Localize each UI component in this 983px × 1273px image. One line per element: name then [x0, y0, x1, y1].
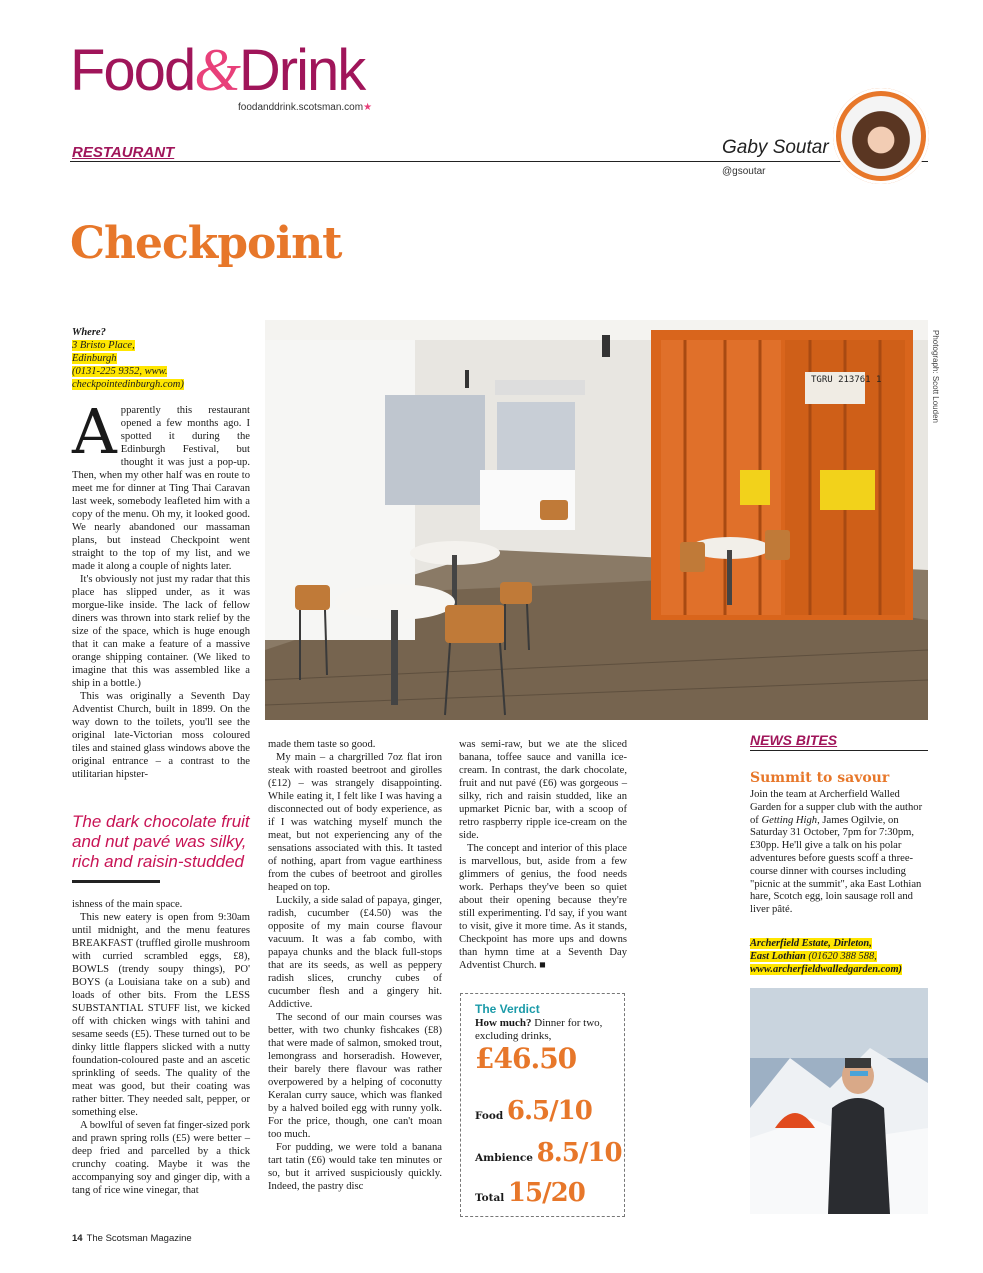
author-avatar [833, 88, 929, 184]
ambience-score: 8.5/10 [536, 1138, 622, 1168]
logo-food: Food [70, 38, 195, 103]
logo-drink: Drink [238, 38, 365, 103]
masthead-logo [70, 37, 365, 103]
article-column-2 [268, 738, 442, 1193]
where-website[interactable]: checkpointedinburgh.com) [72, 379, 184, 390]
verdict-how-much: How much? Dinner for two, excluding drinks, [475, 1017, 603, 1042]
paragraph: My main – a chargrilled 7oz flat iron steak with roasted beetroot and girolles (£12) – was strangely disappointing. While eating it, I felt like I was having a disconnected out of body experience, as if I was watching myself munch the meat, but not experiencing any of the sensations associated with this. It tasted of nothing, apart from vague earthiness from the cubes of beetroot and girolles heaped on top. [268, 752, 442, 893]
article-column-1 [72, 395, 250, 781]
header-rule [70, 161, 928, 162]
author-handle[interactable]: @gsoutar [722, 166, 766, 177]
where-label: Where? [72, 327, 106, 338]
restaurant-photo [265, 320, 928, 720]
section-tag: RESTAURANT [72, 144, 175, 161]
where-box [72, 326, 257, 391]
news-bites-headline: Summit to savour [750, 770, 890, 786]
verdict-total-row: Total 15/20 [475, 1178, 585, 1208]
paragraph: A bowlful of seven fat finger-sized pork and prawn spring rolls (£5) were better – deep fried and parcelled by a thick crunchy coating. Maybe it was the accompanying soy and ginger dip, with a tang of rice wine vinegar, that [72, 1120, 250, 1196]
author-face [841, 96, 921, 176]
news-bites-photo [750, 988, 928, 1214]
paragraph: ishness of the main space. [72, 899, 183, 910]
verdict-food-row: Food 6.5/10 [475, 1096, 592, 1126]
article-title: Checkpoint [70, 218, 342, 269]
total-score: 15/20 [507, 1178, 585, 1208]
venue-website[interactable]: www.archerfieldwalledgarden.com) [750, 964, 903, 975]
where-address-1: 3 Bristo Place, [72, 340, 135, 351]
star-icon: ★ [363, 102, 373, 113]
author-name: Gaby Soutar [722, 137, 829, 158]
article-column-1b [72, 898, 250, 1197]
pull-quote: The dark chocolate fruit and nut pavé was silky, rich and raisin-studded [72, 812, 250, 871]
paragraph: For pudding, we were told a banana tart tatin (£6) would take ten minutes or so, but it arrived suspiciously quickly. Indeed, the pastry disc [268, 1142, 442, 1192]
restaurant-interior-illustration [265, 320, 928, 720]
verdict-ambience-row: Ambience 8.5/10 [475, 1138, 622, 1168]
publication-name: The Scotsman Magazine [86, 1233, 192, 1244]
news-bites-rule [750, 750, 928, 751]
where-phone: (0131-225 9352, www. [72, 366, 168, 377]
paragraph: made them taste so good. [268, 739, 376, 750]
paragraph: This was originally a Seventh Day Adventist Church, built in 1899. On the way down to the toilets, you'll see the original late-Victorian moss coloured tiles and stained glass windows above the original entrance – a contrast to the utilitarian hipster- [72, 691, 250, 780]
photo-credit: Photograph: Scott Louden [931, 330, 940, 423]
paragraph: The second of our main courses was better, with two chunky fishcakes (£8) that were made of salmon, smoked trout, lemongrass and horseradish. However, their barely there flavour was rather overpowered by a helping of coconutty Keralan curry sauce, which was flanked by a halved boiled egg with runny yolk. For the price, though, one can't moan too much. [268, 1012, 442, 1140]
paragraph: The concept and interior of this place is marvellous, but, aside from a few glimmers of genius, the food needs work. Perhaps they've been so quiet about their opening because they're still experimenting. I'd say, if you want to visit, give it more time. As it stands, Checkpoint has more ups and downs than hymn time at a Seventh Day Adventist Church. ■ [459, 843, 627, 971]
drop-cap: A [72, 395, 117, 468]
news-bites-body: Join the team at Archerfield Walled Garden for a supper club with the author of Getting High, James Ogilvie, on Saturday 31 October, 7pm for 7:30pm, £30pp. He'll give a talk on his polar adventures before guests scoff a three-course dinner with courses including "picnic at the summit", aka East Lothian hare, Scotch egg, loin sausage roll and liver pâté. [750, 789, 923, 916]
where-address-2: Edinburgh [72, 353, 117, 364]
verdict-title: The Verdict [475, 1002, 540, 1016]
book-title: Getting High [761, 814, 818, 826]
article-column-3 [459, 738, 627, 972]
page-footer [72, 1233, 192, 1244]
news-bites-tag: NEWS BITES [750, 732, 838, 748]
food-score: 6.5/10 [506, 1096, 592, 1126]
logo-ampersand: & [194, 37, 239, 103]
paragraph: It's obviously not just my radar that this place has slipped under, as it was morgue-like inside. The lack of fellow diners was thrown into stark relief by the size of the space, which is huge enough that it can make a feature of a massive orange shipping container. (We liked to imagine that this was assembled like a ship in a bottle.) [72, 574, 250, 689]
verdict-price: £46.50 [475, 1042, 577, 1075]
container-code: TGRU 213761 1 [811, 375, 882, 385]
news-bites-venue: Archerfield Estate, Dirleton, East Lothian (01620 388 588, www.archerfieldwalledgarden.com) [750, 938, 903, 975]
paragraph: was semi-raw, but we ate the sliced banana, toffee sauce and vanilla ice-cream. In contrast, the dark chocolate, fruit and nut pavé (£6) was gorgeous – silky, rich and raisin studded, like an upmarket Picnic bar, with a scoop of retro raspberry ripple ice-cream on the side. [459, 739, 627, 841]
paragraph: Apparently this restaurant opened a few months ago. I spotted it during the Edinburgh Festival, but thought it was just a pop-up. Then, when my other half was en route to meet me for dinner at Ting Thai Caravan last week, somebody leafleted him with a copy of the menu. Oh my, it looked good. We nearly abandoned our massaman plans, but instead Checkpoint went straight to the top of my list, and we made it along a couple of nights later. [72, 395, 250, 572]
paragraph: This new eatery is open from 9:30am until midnight, and the menu features BREAKFAST (truffled girolle mushroom with curried scrambled eggs, £8), BOWLS (trendy soupy things), PO' BOYS (a Louisiana take on a sub) and loads of other bits. From the LESS SUBSTANTIAL STUFF list, we kicked off with chicken wings with tahini and sesame seeds (£5). These turned out to be dinky little flappers slicked with a nutty foundation-coloured paste and an ascetic sprinkling of seeds. The quality of the meat was good, but their coating was rather bitter. They needed salt, pepper, or something else. [72, 912, 250, 1118]
masthead-url[interactable]: foodanddrink.scotsman.com★ [238, 102, 373, 113]
paragraph: Luckily, a side salad of papaya, ginger, radish, cucumber (£4.50) was the opposite of my main course flavour vacuum. It was a fab combo, with papaya chunks and the black full-stops that are its seeds, as well as peppery radish slices, crunchy cubes of cucumber flesh and a gingery hit. Addictive. [268, 895, 442, 1010]
pull-quote-rule [72, 880, 160, 883]
page-number: 14 [72, 1233, 83, 1244]
mountaineer-illustration [750, 988, 928, 1214]
